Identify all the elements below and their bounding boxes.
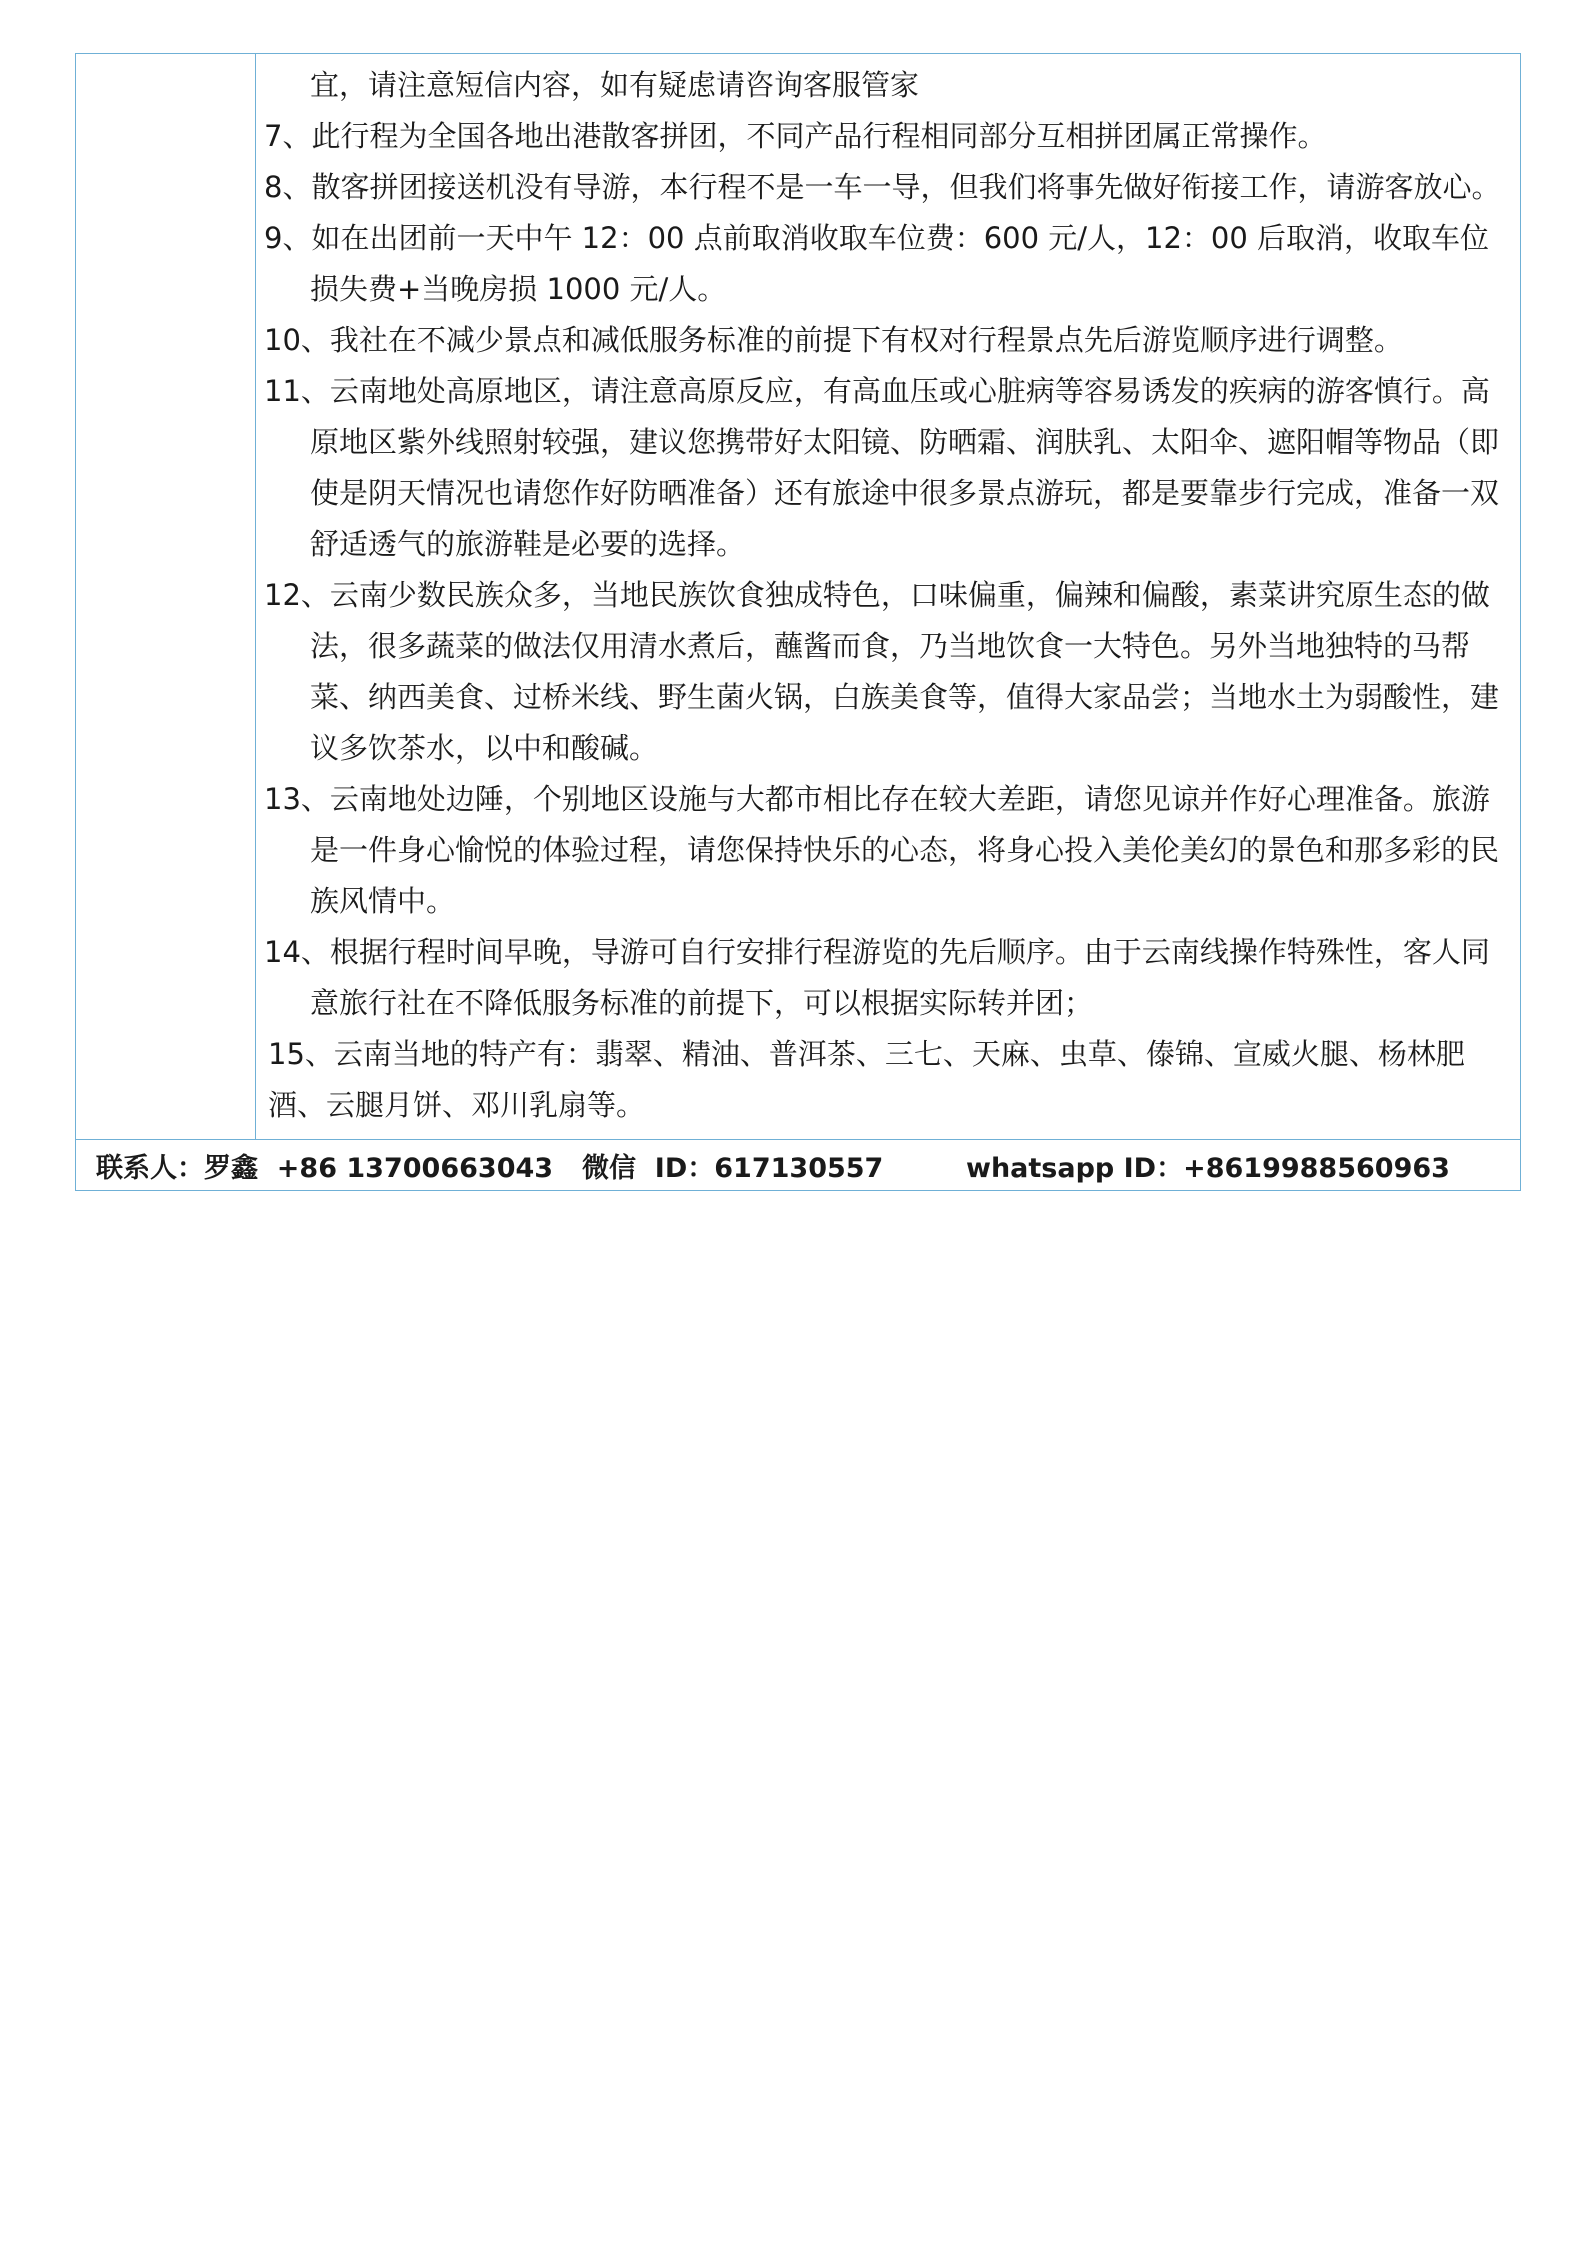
wechat-id: 微信 ID：617130557 (582, 1152, 884, 1184)
note-item-11: 11、云南地处高原地区，请注意高原反应，有高血压或心脏病等容易诱发的疾病的游客慎行。高原地区紫外线照射较强，建议您携带好太阳镜、防晒霜、润肤乳、太阳伞、遮阳帽等物品（即使是阴天情况也请您作好防晒准备）还有旅途中很多景点游玩，都是要靠步行完成，准备一双舒适透气的旅游鞋是必要的选择。 (264, 374, 1500, 561)
note-item-13: 13、云南地处边陲，个别地区设施与大都市相比存在较大差距，请您见谅并作好心理准备。旅游是一件身心愉悦的体验过程，请您保持快乐的心态，将身心投入美伦美幻的景色和那多彩的民族风情中。 (264, 782, 1500, 918)
contact-person: 联系人：罗鑫 +86 13700663043 (96, 1152, 554, 1184)
notes-label-cell (76, 54, 256, 1139)
note-item-9: 9、如在出团前一天中午 12：00 点前取消收取车位费：600 元/人，12：00 后取消，收取车位损失费+当晚房损 1000 元/人。 (264, 221, 1490, 306)
notes-row (76, 54, 1520, 1140)
note-item-14: 14、根据行程时间早晚，导游可自行安排行程游览的先后顺序。由于云南线操作特殊性，客人同意旅行社在不降低服务标准的前提下，可以根据实际转并团； (264, 935, 1490, 1020)
notes-content-cell (256, 54, 1520, 1139)
note-item-12: 12、云南少数民族众多，当地民族饮食独成特色，口味偏重，偏辣和偏酸，素菜讲究原生态的做法，很多蔬菜的做法仅用清水煮后，蘸酱而食，乃当地饮食一大特色。另外当地独特的马帮菜、纳西美食、过桥米线、野生菌火锅，白族美食等，值得大家品尝；当地水土为弱酸性，建议多饮茶水，以中和酸碱。 (264, 578, 1500, 765)
note-item-continuation: 宜，请注意短信内容，如有疑虑请咨询客服管家 (310, 68, 920, 102)
notes-table (75, 53, 1521, 1191)
note-item-8: 8、散客拼团接送机没有导游，本行程不是一车一导，但我们将事先做好衔接工作，请游客放心。 (264, 170, 1501, 204)
note-item-15: 15、云南当地的特产有：翡翠、精油、普洱茶、三七、天麻、虫草、傣锦、宣威火腿、杨林肥酒、云腿月饼、邓川乳扇等。 (268, 1037, 1465, 1122)
note-item-10: 10、我社在不减少景点和减低服务标准的前提下有权对行程景点先后游览顺序进行调整。 (264, 323, 1403, 357)
whatsapp-id: whatsapp ID：+8619988560963 (966, 1152, 1450, 1184)
contact-footer (76, 1140, 1520, 1190)
note-item-7: 7、此行程为全国各地出港散客拼团，不同产品行程相同部分互相拼团属正常操作。 (264, 119, 1327, 153)
